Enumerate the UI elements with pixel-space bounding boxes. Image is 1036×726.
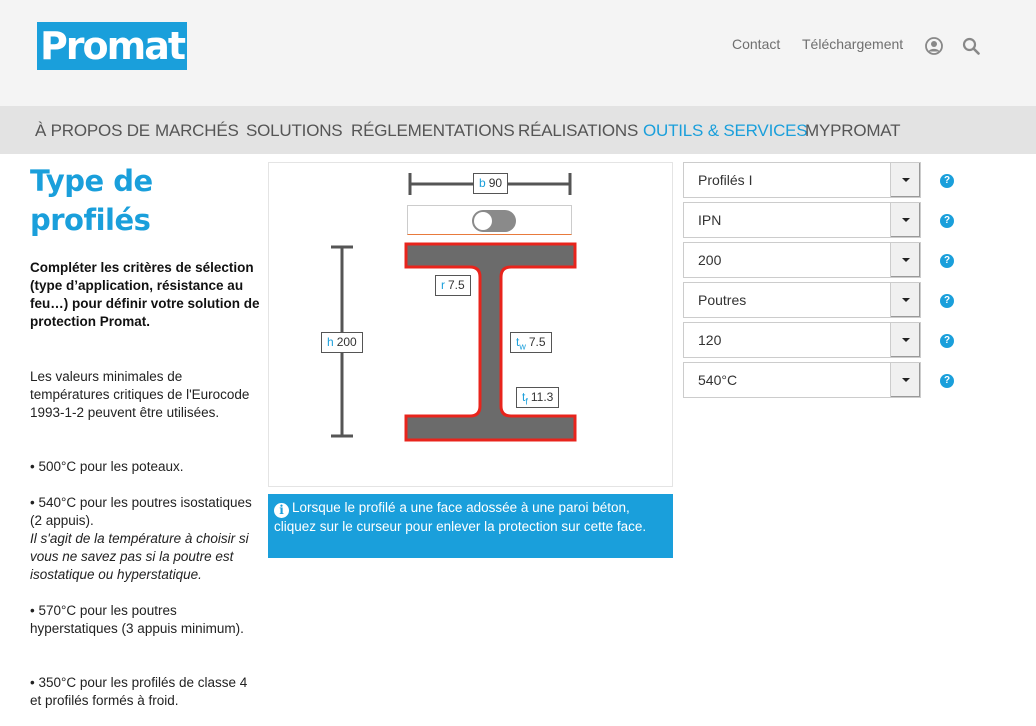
chevron-down-icon[interactable] xyxy=(890,363,920,397)
info-box xyxy=(268,494,673,558)
protection-toggle[interactable] xyxy=(472,210,516,232)
dim-tf-key xyxy=(522,390,528,407)
poteaux-text: • 500°C pour les poteaux. xyxy=(30,459,184,474)
nav-item-marches[interactable]: MARCHÉS xyxy=(155,121,239,140)
nav-item-a-propos[interactable]: À PROPOS DE xyxy=(35,121,150,140)
select-critical-temperature[interactable] xyxy=(683,362,921,398)
dimension-tf-label xyxy=(516,387,559,408)
nav-item-realisations[interactable]: RÉALISATIONS xyxy=(518,121,639,140)
dim-tw-key xyxy=(516,335,526,352)
nav-item-reglementations[interactable]: RÉGLEMENTATIONS xyxy=(351,121,515,140)
chevron-down-icon[interactable] xyxy=(890,243,920,277)
dim-tw-key-letter: t xyxy=(516,335,520,349)
poutres-iso-text: • 540°C pour les poutres isostatiques (2 appuis). xyxy=(30,495,252,528)
info-text: Lorsque le profilé a une face adossée à une paroi béton, cliquez sur le curseur pour enlever la protection sur cette face. xyxy=(274,500,647,534)
dim-tf-value: 11.3 xyxy=(530,390,554,404)
select-profile-size[interactable] xyxy=(683,242,921,278)
dim-h-key: h xyxy=(327,335,334,349)
poutres-hyper-text: • 570°C pour les poutres hyperstatiques (3 appuis minimum). xyxy=(30,603,244,636)
help-icon-critical-temperature[interactable]: ? xyxy=(940,374,954,388)
select-profile-type[interactable] xyxy=(683,162,921,198)
select-profile-series-value: IPN xyxy=(698,212,722,228)
info-icon: i xyxy=(274,503,289,518)
select-fire-resistance[interactable] xyxy=(683,322,921,358)
help-icon-fire-resistance[interactable]: ? xyxy=(940,334,954,348)
header xyxy=(0,0,1036,106)
classe4-text: • 350°C pour les profilés de classe 4 et profilés formés à froid. xyxy=(30,675,248,708)
nav-item-outils-services[interactable]: OUTILS & SERVICES xyxy=(643,121,808,140)
toggle-knob[interactable] xyxy=(474,212,492,230)
dim-tf-key-letter: t xyxy=(522,390,526,404)
select-profile-type-value: Profilés I xyxy=(698,172,753,188)
select-profile-size-value: 200 xyxy=(698,252,722,268)
eurocode-text: Les valeurs minimales de températures critiques de l'Eurocode 1993-1-2 peuvent être utilisées. xyxy=(30,369,250,420)
main-nav xyxy=(0,106,1036,154)
dim-tf-key-sub: f xyxy=(525,396,528,407)
nav-item-mypromat[interactable]: MYPROMAT xyxy=(805,121,901,140)
help-icon-profile-size[interactable]: ? xyxy=(940,254,954,268)
download-link[interactable]: Téléchargement xyxy=(802,36,904,52)
select-fire-resistance-value: 120 xyxy=(698,332,722,348)
user-icon[interactable] xyxy=(925,37,943,55)
protection-toggle-box xyxy=(407,205,572,235)
dim-r-key: r xyxy=(441,278,445,292)
dim-r-value: 7.5 xyxy=(448,278,465,292)
help-icon-profile-series[interactable]: ? xyxy=(940,214,954,228)
dimension-r-label xyxy=(435,275,471,296)
poutres-iso-note-text: Il s'agit de la température à choisir si vous ne savez pas si la poutre est isostatique ou hyperstatique. xyxy=(30,531,249,582)
select-critical-temperature-value: 540°C xyxy=(698,372,738,388)
dimension-h-label xyxy=(321,332,363,353)
chevron-down-icon[interactable] xyxy=(890,163,920,197)
search-icon[interactable] xyxy=(962,37,980,55)
select-element-type[interactable] xyxy=(683,282,921,318)
dim-h-value: 200 xyxy=(336,335,357,349)
select-profile-series[interactable] xyxy=(683,202,921,238)
dim-tw-value: 7.5 xyxy=(528,335,546,349)
dim-tw-key-sub: w xyxy=(519,341,526,352)
intro-text: Compléter les critères de sélection (type d’application, résistance au feu…) pour définir votre solution de protection Promat. xyxy=(30,260,260,329)
dim-b-value: 90 xyxy=(488,176,503,190)
promat-logo[interactable]: Promat xyxy=(37,22,187,70)
help-icon-profile-type[interactable]: ? xyxy=(940,174,954,188)
profile-diagram xyxy=(268,162,673,487)
chevron-down-icon[interactable] xyxy=(890,283,920,317)
contact-link[interactable]: Contact xyxy=(732,36,781,52)
page-title: Type de profilés xyxy=(30,164,153,237)
nav-item-solutions[interactable]: SOLUTIONS xyxy=(246,121,343,140)
poutres-iso-note xyxy=(30,530,262,584)
dimension-tw-label xyxy=(510,332,552,353)
dim-b-key: b xyxy=(479,176,486,190)
select-element-type-value: Poutres xyxy=(698,292,747,308)
chevron-down-icon[interactable] xyxy=(890,323,920,357)
chevron-down-icon[interactable] xyxy=(890,203,920,237)
help-icon-element-type[interactable]: ? xyxy=(940,294,954,308)
dimension-b-label xyxy=(473,173,508,194)
